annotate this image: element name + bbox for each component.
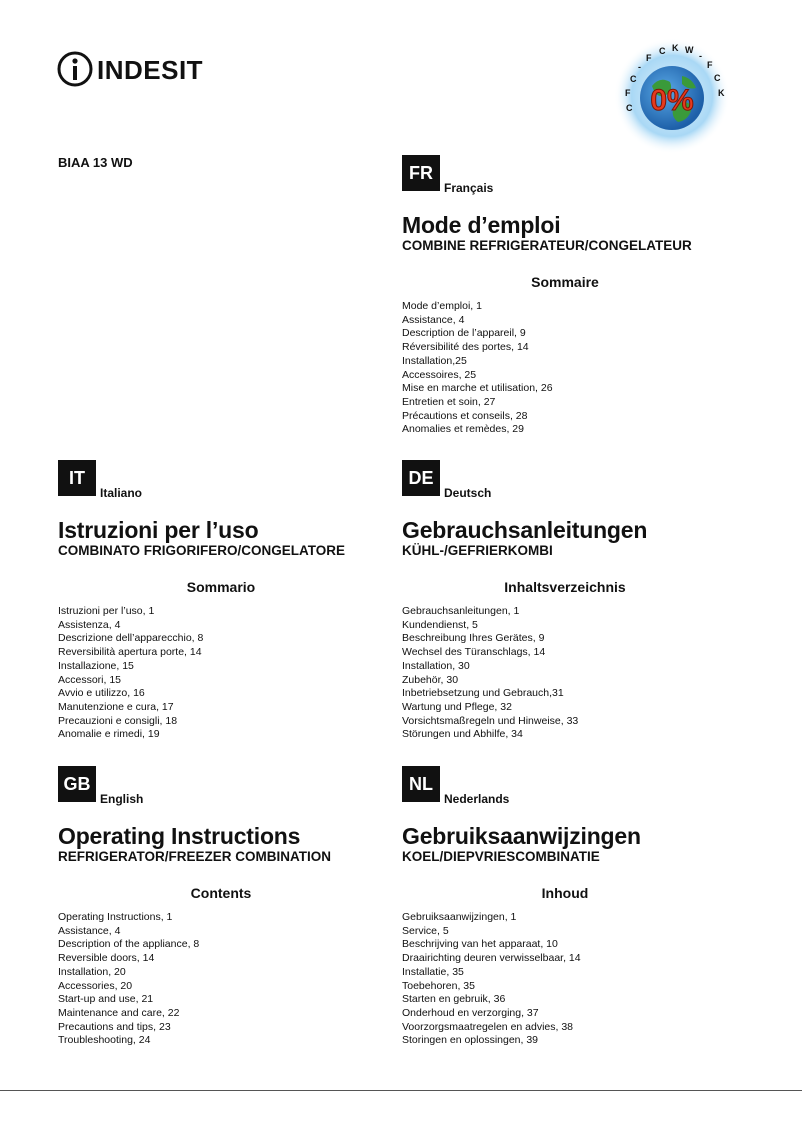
toc-item: Precauzioni e consigli, 18 — [58, 714, 178, 727]
toc-item: Gebrauchsanleitungen, 1 — [402, 605, 520, 617]
manual-title: Gebrauchsanleitungen — [402, 517, 648, 543]
language-code-badge: FR — [402, 155, 440, 191]
toc-item: Assistance, 4 — [58, 924, 121, 937]
toc-item: Installazione, 15 — [58, 659, 134, 672]
toc-item: Descrizione dell’apparecchio, 8 — [58, 632, 204, 645]
toc-item: Accessori, 15 — [58, 673, 122, 686]
toc-item: Zubehör, 30 — [402, 673, 459, 686]
svg-text:-: - — [638, 62, 641, 72]
manual-title: Mode d’emploi — [402, 212, 561, 238]
cfc-free-badge — [612, 36, 732, 156]
toc-item: Assistenza, 4 — [58, 618, 121, 631]
manual-subtitle: KÜHL-/GEFRIERKOMBI — [402, 543, 553, 558]
toc-heading: Sommaire — [531, 274, 599, 290]
toc-item: Wechsel des Türanschlags, 14 — [402, 646, 546, 659]
indesit-logo — [57, 48, 217, 90]
toc-item: Störungen und Abhilfe, 34 — [402, 728, 523, 741]
toc-item: Installation, 20 — [58, 965, 126, 978]
toc-item: Accessoires, 25 — [402, 368, 477, 381]
toc-item: Voorzorgsmaatregelen en advies, 38 — [402, 1020, 574, 1033]
language-header — [402, 155, 742, 195]
svg-text:C: C — [626, 103, 633, 113]
svg-text:C: C — [714, 73, 721, 83]
toc-item: Service, 5 — [402, 924, 449, 937]
svg-text:W: W — [685, 45, 694, 55]
manual-subtitle: COMBINATO FRIGORIFERO/CONGELATORE — [58, 543, 346, 558]
toc-item: Gebruiksaanwijzingen, 1 — [402, 911, 517, 923]
toc-item: Anomalie e rimedi, 19 — [58, 728, 160, 741]
manual-title: Gebruiksaanwijzingen — [402, 823, 641, 849]
section-de — [402, 460, 742, 742]
toc-item: Réversibilité des portes, 14 — [402, 341, 529, 354]
toc-list — [402, 911, 742, 1048]
toc-item: Reversible doors, 14 — [58, 952, 155, 965]
toc-item: Installation,25 — [402, 354, 467, 367]
svg-text:0%: 0% — [650, 84, 694, 117]
earth-globe-icon — [612, 36, 732, 156]
toc-item: Manutenzione e cura, 17 — [58, 700, 174, 713]
language-name: Italiano — [100, 486, 143, 500]
toc-item: Avvio e utilizzo, 16 — [58, 687, 145, 700]
toc-item: Anomalies et remèdes, 29 — [402, 423, 524, 436]
toc-item: Accessories, 20 — [58, 979, 133, 992]
svg-text:INDESIT: INDESIT — [97, 55, 204, 85]
svg-text:K: K — [718, 88, 725, 98]
toc-item: Installatie, 35 — [402, 965, 464, 978]
language-name: English — [100, 792, 144, 806]
svg-text:F: F — [625, 88, 631, 98]
manual-title: Operating Instructions — [58, 823, 301, 849]
toc-list — [58, 911, 398, 1048]
manual-subtitle: REFRIGERATOR/FREEZER COMBINATION — [58, 849, 331, 864]
toc-item: Beschreibung Ihres Gerätes, 9 — [402, 632, 545, 645]
section-it — [58, 460, 398, 742]
toc-item: Maintenance and care, 22 — [58, 1006, 180, 1019]
svg-text:C: C — [659, 46, 666, 56]
toc-item: Toebehoren, 35 — [402, 979, 475, 992]
language-code-badge: NL — [402, 766, 440, 802]
toc-item: Vorsichtsmaßregeln und Hinweise, 33 — [402, 714, 579, 727]
toc-heading: Inhaltsverzeichnis — [504, 579, 626, 595]
footer-divider — [0, 1090, 802, 1091]
toc-item: Operating Instructions, 1 — [58, 911, 173, 923]
section-fr — [402, 155, 742, 437]
language-header — [402, 766, 742, 806]
toc-item: Troubleshooting, 24 — [58, 1034, 151, 1047]
svg-text:-: - — [699, 51, 702, 61]
language-code-badge: DE — [402, 460, 440, 496]
toc-item: Starten en gebruik, 36 — [402, 993, 506, 1006]
toc-item: Istruzioni per l’uso, 1 — [58, 605, 155, 617]
indesit-logo-mark — [57, 48, 217, 90]
manual-title: Istruzioni per l’uso — [58, 517, 259, 543]
toc-item: Wartung und Pflege, 32 — [402, 700, 512, 713]
toc-item: Mise en marche et utilisation, 26 — [402, 382, 553, 395]
toc-item: Entretien et soin, 27 — [402, 395, 496, 408]
toc-item: Description of the appliance, 8 — [58, 938, 200, 951]
svg-text:C: C — [630, 74, 637, 84]
toc-item: Mode d’emploi, 1 — [402, 300, 482, 312]
toc-item: Kundendienst, 5 — [402, 618, 478, 631]
toc-item: Precautions and tips, 23 — [58, 1020, 171, 1033]
language-header — [58, 460, 398, 500]
language-header — [58, 766, 398, 806]
toc-item: Draairichting deuren verwisselbaar, 14 — [402, 952, 581, 965]
manual-subtitle: KOEL/DIEPVRIESCOMBINATIE — [402, 849, 600, 864]
section-nl — [402, 766, 742, 1048]
language-header — [402, 460, 742, 500]
toc-item: Installation, 30 — [402, 659, 470, 672]
svg-text:F: F — [646, 53, 652, 63]
toc-heading: Inhoud — [541, 885, 589, 901]
toc-item: Beschrijving van het apparaat, 10 — [402, 938, 558, 951]
toc-list — [402, 300, 742, 437]
toc-item: Onderhoud en verzorging, 37 — [402, 1006, 539, 1019]
language-code-badge: GB — [58, 766, 96, 802]
toc-item: Storingen en oplossingen, 39 — [402, 1034, 539, 1047]
language-name: Deutsch — [444, 486, 492, 500]
toc-item: Assistance, 4 — [402, 313, 465, 326]
model-number: BIAA 13 WD — [58, 155, 133, 170]
toc-list — [58, 605, 398, 742]
toc-item: Description de l’appareil, 9 — [402, 327, 526, 340]
svg-text:F: F — [707, 60, 713, 70]
toc-item: Start-up and use, 21 — [58, 993, 154, 1006]
toc-item: Précautions et conseils, 28 — [402, 409, 528, 422]
toc-list — [402, 605, 742, 742]
language-code-badge: IT — [58, 460, 96, 496]
manual-subtitle: COMBINE REFRIGERATEUR/CONGELATEUR — [402, 238, 692, 253]
toc-item: Inbetriebsetzung und Gebrauch,31 — [402, 687, 564, 700]
svg-text:K: K — [672, 43, 679, 53]
section-gb — [58, 766, 398, 1048]
language-name: Français — [444, 181, 494, 195]
language-name: Nederlands — [444, 792, 510, 806]
toc-heading: Sommario — [186, 579, 256, 595]
toc-item: Reversibilità apertura porte, 14 — [58, 646, 202, 659]
toc-heading: Contents — [190, 885, 252, 901]
